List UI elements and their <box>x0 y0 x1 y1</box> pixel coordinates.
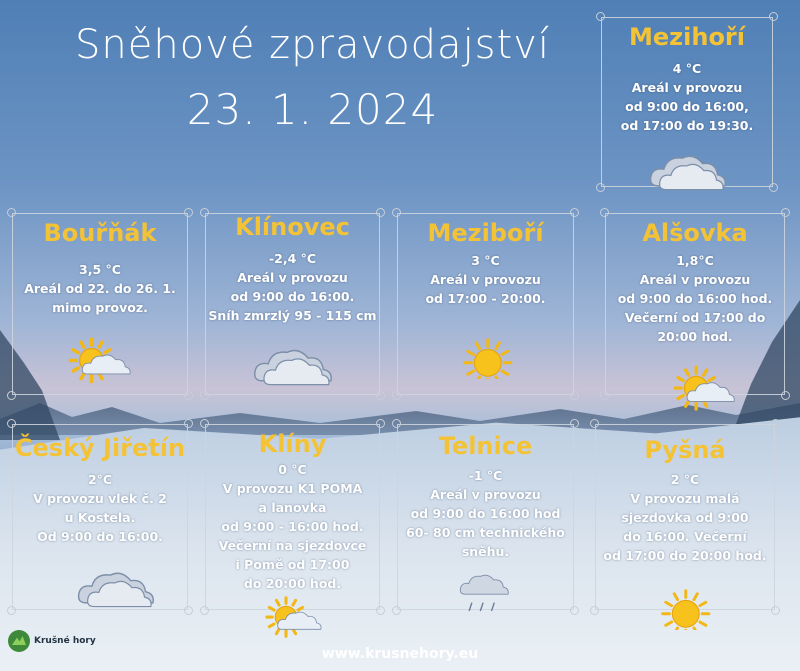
info-line: od 9:00 - 16:00 hod. <box>221 519 364 534</box>
frame-corner <box>376 391 385 400</box>
resort-card <box>397 213 574 395</box>
frame-corner <box>376 606 385 615</box>
resort-card <box>12 213 188 395</box>
info-line: do 16:00. Večerní <box>623 529 747 544</box>
frame-corner <box>771 606 780 615</box>
info-line: V provozu K1 POMA <box>222 481 363 496</box>
info-line: 4 °C <box>672 61 702 76</box>
frame-corner <box>600 391 609 400</box>
resort-card <box>205 424 380 610</box>
info-line: Areál v provozu <box>430 487 541 502</box>
frame-corner <box>184 419 193 428</box>
resort-info <box>12 260 188 317</box>
resort-card <box>595 424 775 610</box>
sun-icon <box>655 584 721 634</box>
info-line: od 9:00 do 16:00, <box>625 99 749 114</box>
frame-corner <box>590 606 599 615</box>
resort-name: Meziboří <box>427 219 544 247</box>
frame-corner <box>7 391 16 400</box>
frame-corner <box>570 208 579 217</box>
resort-info <box>595 470 775 565</box>
resort-card <box>605 213 785 395</box>
logo-text: Krušné hory <box>34 636 96 646</box>
info-line: -1 °C <box>468 468 503 483</box>
info-line: 3,5 °C <box>79 262 121 277</box>
frame-corner <box>590 419 599 428</box>
info-line: od 17:00 do 19:30. <box>620 118 754 133</box>
frame-corner <box>392 391 401 400</box>
info-line: 0 °C <box>278 462 307 477</box>
frame-corner <box>600 208 609 217</box>
resort-info <box>605 251 785 346</box>
frame-corner <box>200 391 209 400</box>
resort-name: Český Jiřetín <box>14 434 186 462</box>
info-line: mimo provoz. <box>52 300 148 315</box>
partly-sunny-icon <box>65 335 140 392</box>
resort-info <box>205 249 380 325</box>
frame-corner <box>200 606 209 615</box>
frame-corner <box>769 12 778 21</box>
info-line: a lanovka <box>258 500 327 515</box>
frame-corner <box>596 12 605 21</box>
resort-name: Klínovec <box>235 213 350 241</box>
frame-corner <box>7 606 16 615</box>
footer-url[interactable]: www.krusnehory.eu <box>321 646 479 662</box>
info-line: -2,4 °C <box>268 251 317 266</box>
info-line: Od 9:00 do 16:00. <box>37 529 163 544</box>
info-line: 60- 80 cm technického <box>406 525 565 540</box>
cloudy-icon <box>646 147 728 208</box>
frame-corner <box>570 391 579 400</box>
frame-corner <box>7 419 16 428</box>
resort-card <box>397 424 574 610</box>
resort-name: Telnice <box>438 432 533 460</box>
frame-corner <box>769 183 778 192</box>
info-line: u Kostela. <box>64 510 136 525</box>
frame-corner <box>570 606 579 615</box>
poster-title: Sněhové zpravodajství <box>75 22 550 68</box>
info-line: 20:00 hod. <box>657 329 733 344</box>
info-line: 2 °C <box>670 472 700 487</box>
info-line: Večerní na sjezdovce <box>218 538 367 553</box>
frame-corner <box>596 183 605 192</box>
cloudy-icon <box>250 341 334 404</box>
info-line: 2°C <box>87 472 113 487</box>
frame-corner <box>7 208 16 217</box>
frame-corner <box>200 419 209 428</box>
resort-card <box>12 424 188 610</box>
rain-cloud-icon <box>457 569 519 616</box>
info-line: od 9:00 do 16:00 hod. <box>617 291 773 306</box>
info-line: od 9:00 do 16:00. <box>230 289 355 304</box>
resort-name: Alšovka <box>642 219 748 247</box>
resort-name: Bouřňák <box>43 219 157 247</box>
info-line: do 20:00 hod. <box>243 576 342 591</box>
frame-corner <box>771 419 780 428</box>
info-line: od 9:00 do 16:00 hod <box>410 506 561 521</box>
resort-info <box>397 466 574 561</box>
sun-icon <box>457 333 523 383</box>
frame-corner <box>184 208 193 217</box>
poster-date: 23. 1. 2024 <box>186 85 439 134</box>
info-line: Sníh zmrzlý 95 - 115 cm <box>208 308 377 323</box>
frame-corner <box>392 606 401 615</box>
cloudy-icon <box>74 564 156 625</box>
info-line: Areál v provozu <box>631 80 743 95</box>
frame-corner <box>392 419 401 428</box>
info-line: Areál v provozu <box>430 272 541 287</box>
info-line: Areál od 22. do 26. 1. <box>24 281 176 296</box>
frame-corner <box>184 391 193 400</box>
info-line: i Pomě od 17:00 <box>235 557 350 572</box>
info-line: 1,8°C <box>676 253 714 268</box>
resort-info <box>601 59 773 135</box>
info-line: sjezdovka od 9:00 <box>621 510 749 525</box>
info-line: Areál v provozu <box>237 270 348 285</box>
frame-corner <box>392 208 401 217</box>
resort-info <box>12 470 188 546</box>
resort-card <box>205 213 380 395</box>
frame-corner <box>184 606 193 615</box>
info-line: 3 °C <box>471 253 500 268</box>
info-line: od 17:00 do 20:00 hod. <box>603 548 767 563</box>
resort-card <box>601 17 773 187</box>
info-line: Večerní od 17:00 do <box>624 310 766 325</box>
partly-sunny-icon <box>670 363 744 419</box>
resort-info <box>397 251 574 308</box>
partly-sunny-icon <box>262 594 330 646</box>
info-line: Areál v provozu <box>639 272 751 287</box>
info-line: od 17:00 - 20:00. <box>425 291 546 306</box>
resort-name: Mezihoří <box>629 23 745 51</box>
info-line: sněhu. <box>461 544 510 559</box>
resort-name: Pyšná <box>644 436 726 464</box>
frame-corner <box>781 208 790 217</box>
info-line: V provozu vlek č. 2 <box>33 491 167 506</box>
frame-corner <box>376 419 385 428</box>
resort-name: Klíny <box>258 430 327 458</box>
frame-corner <box>781 391 790 400</box>
frame-corner <box>570 419 579 428</box>
info-line: V provozu malá <box>630 491 740 506</box>
resort-info <box>205 460 380 593</box>
